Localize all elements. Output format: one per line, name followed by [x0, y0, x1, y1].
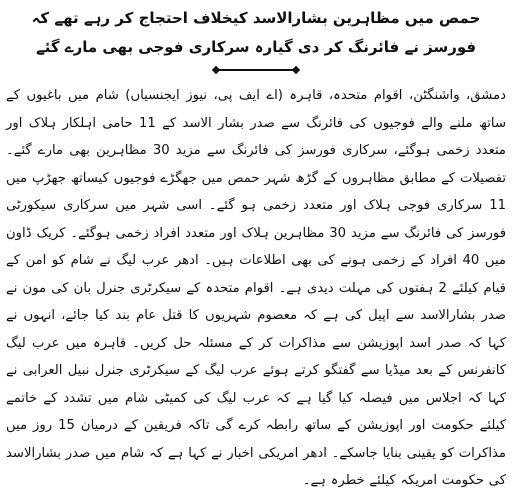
article-body: دمشق، واشنگٹن، اقوام متحدہ، قاہرہ (اے ایف پی، نیوز ایجنسیاں) شام میں باغیوں کے ساتھ ملنے والے فوجیوں کی فائرنگ سے صدر بشار الاسد کے 11 حامی اہلکار ہلاک اور متعدد زخمی ہوگئے، سرکاری فورسز کی فائرنگ سے مزید 30 مظاہرین بھی مارے گئے۔ تفصیلات کے مطابق مظاہروں کے گڑھ شہر حمص میں جھگڑے فوجیوں کیساتھ جھڑپ میں 11 سرکاری فوجی ہلاک اور متعدد زخمی ہو گئے۔ اسی شہر میں سرکاری سیکورٹی فورسز کی فائرنگ سے مزید 30 مظاہرین ہلاک اور متعدد افراد زخمی ہوگئے۔ کریک ڈاون میں 40 افراد کے زخمی ہونے کی بھی اطلاعات ہیں۔ ادھر عرب لیگ نے شام کو امن کے قیام کیلئے 2 ہفتوں کی مہلت دیدی ہے۔ اقوام متحدہ کے سیکرٹری جنرل بان کی مون نے صدر بشارالاسد سے اپیل کی ہے کہ معصوم شہریوں کا قتل عام بند کیا جائے، انہوں نے کہا کہ صدر اسد اپوزیشن سے مذاکرات کر کے مسئلہ حل کریں۔ قاہرہ میں عرب لیگ کانفرنس کے بعد میڈیا سے گفتگو کرتے ہوئے عرب لیگ کے سیکرٹری جنرل نبیل العرابی نے کہا کہ اجلاس میں فیصلہ کیا گیا ہے کہ عرب لیگ کی کمیٹی شام میں تشدد کے خاتمے کیلئے حکومت اور اپوزیشن کے ساتھ رابطہ کرے گی تاکہ فریقین کے درمیان 15 روز میں مذاکرات کو یقینی بنایا جاسکے۔ ادھر امریکی اخبار نے کہا ہے کہ شام میں صدر بشارالاسد کی حکومت امریکہ کیلئے خطرہ ہے۔ — [6, 88, 506, 488]
headline-divider — [6, 62, 506, 78]
article-headline: حمص میں مظاہرین بشارالاسد کیخلاف احتجاج کر رہے تھے کہ فورسز نے فائرنگ کر دی گیارہ سرکاری فوجی بھی مارے گئے — [31, 9, 481, 56]
